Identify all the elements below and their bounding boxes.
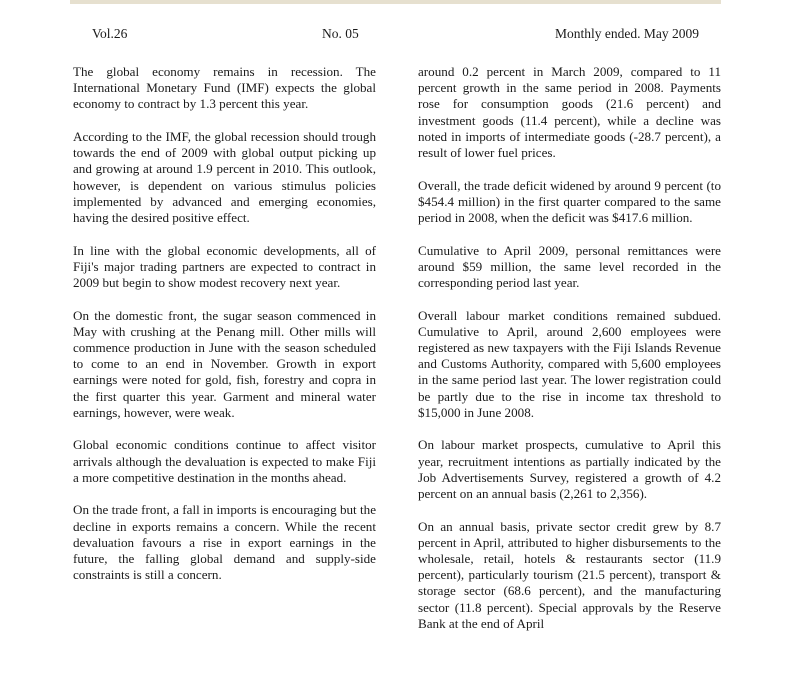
paragraph: around 0.2 percent in March 2009, compared to 11 percent growth in the same period in 2008. Payments rose for consumption goods (21.6 percent) and investment goods (11.4 percent), while a decline was noted in imports of intermediate goods (-28.7 percent), a result of lower fuel prices. [418, 64, 721, 161]
paragraph: In line with the global economic developments, all of Fiji's major trading partners are expected to contract in 2009 but begin to show modest recovery next year. [73, 242, 376, 291]
paragraph: Global economic conditions continue to affect visitor arrivals although the devaluation is expected to make Fiji a more competitive destination in the months ahead. [73, 437, 376, 485]
paragraph: According to the IMF, the global recession should trough towards the end of 2009 with global output picking up and growing at around 1.9 percent in 2010. This outlook, however, is dependent on various stimulus policies implemented by advanced and emerging economies, having the desired positive effect. [73, 129, 376, 226]
paragraph: Cumulative to April 2009, personal remittances were around $59 million, the same level recorded in the corresponding period last year. [418, 242, 721, 291]
left-column [73, 64, 376, 600]
paragraph: Overall labour market conditions remained subdued. Cumulative to April, around 2,600 employees were registered as new taxpayers with the Fiji Islands Revenue and Customs Authority, compared with 5,600 employees in the same period last year. The lower registration could be partly due to the rise in income tax threshold to $15,000 in June 2008. [418, 307, 721, 420]
issue-number: No. 05 [322, 26, 359, 41]
paragraph: The global economy remains in recession. The International Monetary Fund (IMF) expects the global economy to contract by 1.3 percent this year. [73, 64, 376, 112]
right-column [418, 64, 721, 648]
paragraph: On an annual basis, private sector credit grew by 8.7 percent in April, attributed to higher disbursements to the wholesale, retail, hotels & restaurants sector (11.9 percent), particularly tourism (21.5 percent), transport & storage sector (68.6 percent), and the manufacturing sector (11.8 percent). Special approvals by the Reserve Bank at the end of April [418, 518, 721, 631]
paragraph: On the trade front, a fall in imports is encouraging but the decline in exports remains a concern. While the recent devaluation favours a rise in export earnings in the future, the falling global demand and supply-side constraints is still a concern. [73, 502, 376, 583]
page-header [92, 26, 699, 46]
paragraph: On labour market prospects, cumulative to April this year, recruitment intentions as partially indicated by the Job Advertisements Survey, registered a growth of 4.2 percent on an annual basis (2,261 to 2,356). [418, 437, 721, 502]
paragraph: Overall, the trade deficit widened by around 9 percent (to $454.4 million) in the first quarter compared to the same period in 2008, when the deficit was $417.6 million. [418, 177, 721, 226]
volume-label: Vol.26 [92, 26, 128, 41]
period-label: Monthly ended. May 2009 [555, 26, 699, 41]
top-rule [70, 0, 721, 4]
paragraph: On the domestic front, the sugar season commenced in May with crushing at the Penang mill. Other mills will commence production in June with the season scheduled to come to an end in November. Growth in export earnings were noted for gold, fish, forestry and copra in the first quarter this year. Garment and mineral water earnings, however, were weak. [73, 307, 376, 420]
